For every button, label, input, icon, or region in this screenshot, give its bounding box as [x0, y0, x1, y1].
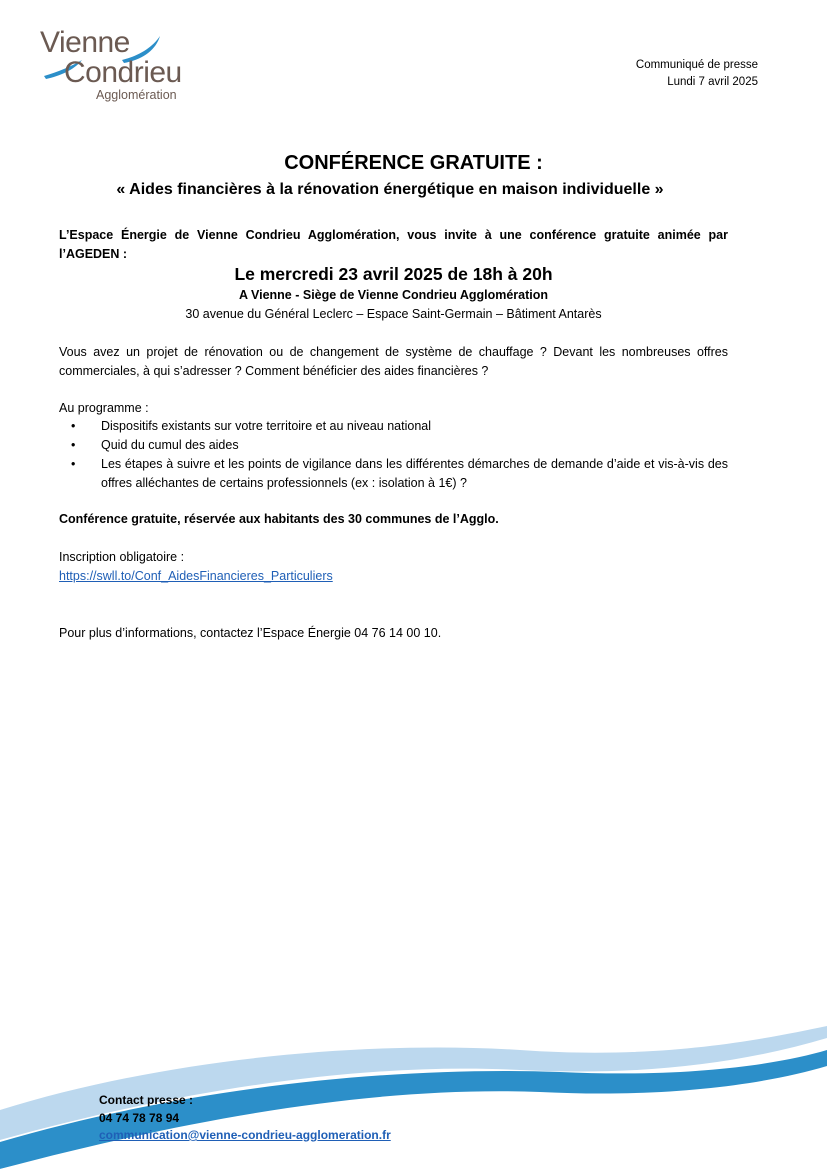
vienne-condrieu-logo: [38, 22, 208, 108]
logo-line-condrieu: Condrieu: [64, 56, 182, 89]
list-item: [59, 417, 728, 436]
intro-paragraph: L’Espace Énergie de Vienne Condrieu Agglomération, vous invite à une conférence gratuite animée par l’AGEDEN :: [59, 228, 728, 261]
program-item-text: Quid du cumul des aides: [101, 438, 239, 452]
bullet-icon: •: [71, 419, 76, 433]
list-item: [59, 455, 728, 493]
contact-phone: 04 74 78 78 94: [99, 1110, 180, 1125]
more-info-paragraph: Pour plus d’informations, contactez l’Espace Énergie 04 76 14 00 10.: [59, 626, 442, 640]
event-address: 30 avenue du Général Leclerc – Espace Saint-Germain – Bâtiment Antarès: [185, 307, 602, 321]
program-list: [59, 417, 728, 493]
press-release-header: [636, 57, 758, 91]
registration-link[interactable]: https://swll.to/Conf_AidesFinancieres_Particuliers: [59, 569, 333, 583]
question-paragraph: Vous avez un projet de rénovation ou de changement de système de chauffage ? Devant les nombreuses offres commerciales, à qui s’adresser ? Comment bénéficier des aides financières ?: [59, 345, 728, 378]
logo-line-agglomeration: Agglomération: [96, 88, 177, 102]
page-title: CONFÉRENCE GRATUITE :: [284, 152, 543, 174]
list-item: [59, 436, 728, 455]
program-heading: Au programme :: [59, 401, 149, 415]
event-place: A Vienne - Siège de Vienne Condrieu Agglomération: [238, 288, 549, 302]
event-date: Le mercredi 23 avril 2025 de 18h à 20h: [234, 264, 553, 284]
press-release-type: Communiqué de presse: [635, 59, 758, 71]
press-contact: [99, 1092, 391, 1145]
free-conference-note: Conférence gratuite, réservée aux habitants des 30 communes de l’Agglo.: [59, 512, 499, 526]
logo-line-vienne: Vienne: [40, 26, 130, 59]
registration-link-container: [59, 567, 728, 586]
contact-email-link[interactable]: communication@vienne-condrieu-agglomeration.fr: [99, 1128, 391, 1142]
press-release-date: Lundi 7 avril 2025: [667, 76, 758, 88]
contact-label: Contact presse :: [99, 1093, 194, 1107]
registration-label: Inscription obligatoire :: [59, 550, 185, 564]
program-item-text: Les étapes à suivre et les points de vigilance dans les différentes démarches de demande d’aide et vis-à-vis des offres alléchantes de certains professionnels (ex : isolation à 1€) ?: [101, 457, 728, 490]
bullet-icon: •: [71, 457, 76, 471]
bullet-icon: •: [71, 438, 76, 452]
page-subtitle: « Aides financières à la rénovation énergétique en maison individuelle »: [116, 181, 664, 198]
program-item-text: Dispositifs existants sur votre territoire et au niveau national: [101, 419, 432, 433]
